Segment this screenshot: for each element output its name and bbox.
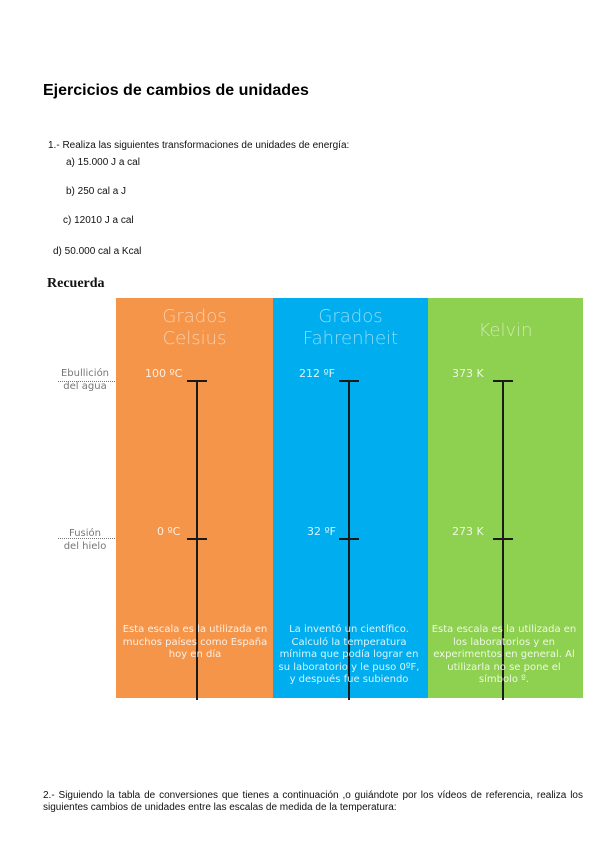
fahrenheit-boiling-tick [339,380,359,382]
boiling-point-label: Ebullición del agua [60,368,110,392]
celsius-title: Grados Celsius [162,306,227,349]
kelvin-melting-tick [493,538,513,540]
kelvin-boiling-value: 373 K [452,367,484,380]
exercise-1-item-a: a) 15.000 J a cal [66,157,140,168]
exercise-1-intro: 1.- Realiza las siguientes transformaciones de unidades de energía: [48,140,350,151]
exercise-1-item-d: d) 50.000 cal a Kcal [53,246,142,257]
kelvin-boiling-tick [493,380,513,382]
exercise-2-text: 2.- Siguiendo la tabla de conversiones que tienes a continuación ,o guiándote por los vídeos de referencia, realiza los siguientes cambios de unidades entre las escalas de medida de la temperatura: [43,790,583,813]
fahrenheit-title: Grados Fahrenheit [302,306,399,349]
kelvin-melting-value: 273 K [452,525,484,538]
celsius-boiling-tick [187,380,207,382]
celsius-boiling-value: 100 ºC [145,367,183,380]
recuerda-heading: Recuerda [47,276,105,291]
exercise-1-item-b: b) 250 cal a J [66,186,127,197]
fahrenheit-melting-value: 32 ºF [307,525,337,538]
melting-point-label: Fusión del hielo [63,528,107,552]
fahrenheit-boiling-value: 212 ºF [299,367,336,380]
exercise-1-item-c: c) 12010 J a cal [63,215,134,226]
kelvin-title: Kelvin [478,320,533,341]
fahrenheit-description: La inventó un científico. Calculó la temperatura mínima que podía lograr en su laboratorio y le puso 0ºF, y después fue subiendo [278,624,420,685]
kelvin-description: Esta escala es la utilizada en los laboratorios y en experimentos en general. Al utilizarla no se pone el símbolo º. [431,624,577,685]
celsius-melting-value: 0 ºC [157,525,181,538]
celsius-melting-tick [187,538,207,540]
celsius-description: Esta escala es la utilizada en muchos países como España hoy en día [122,624,268,660]
fahrenheit-melting-tick [339,538,359,540]
page-title: Ejercicios de cambios de unidades [43,82,309,99]
